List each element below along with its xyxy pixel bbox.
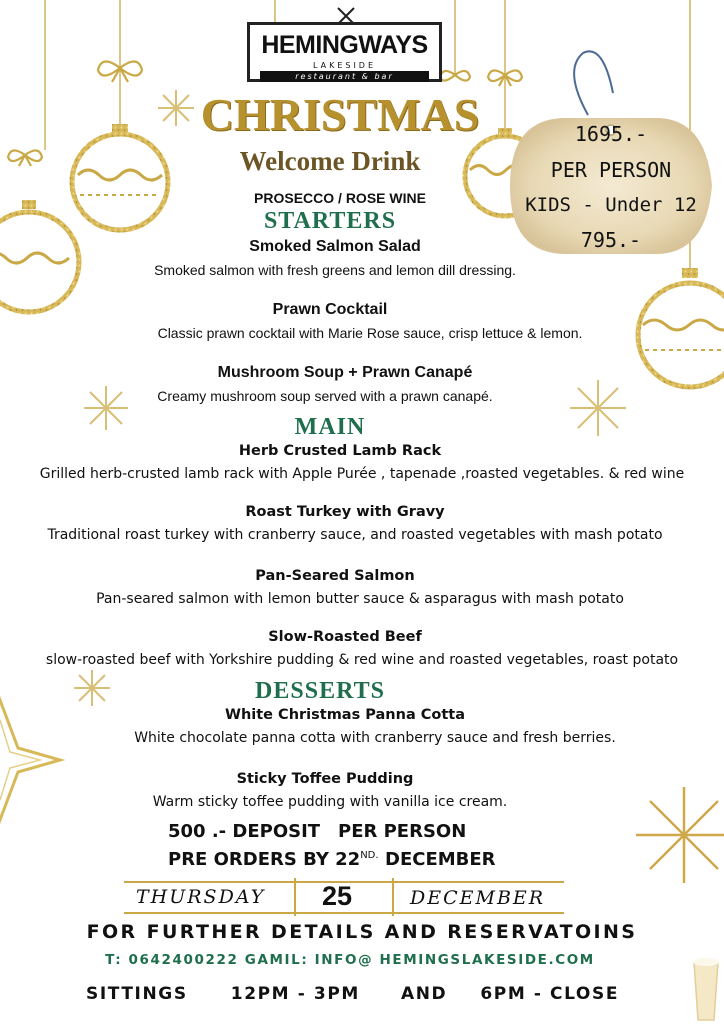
date-divider xyxy=(392,878,394,916)
date-month: DECEMBER xyxy=(410,887,546,909)
dish-name: Pan-Seared Salmon xyxy=(255,568,415,584)
adult-price: 1695.- xyxy=(574,122,648,146)
sitting-lunch: 12PM - 3PM xyxy=(230,984,360,1004)
dish-name: Slow-Roasted Beef xyxy=(268,629,422,645)
starters-heading: STARTERS xyxy=(263,208,397,234)
dish-name: Mushroom Soup + Prawn Canapé xyxy=(217,364,473,381)
welcome-drink-options: PROSECCO / ROSE WINE xyxy=(254,190,426,206)
welcome-drink-heading: Welcome Drink xyxy=(239,146,421,176)
dish-description: Traditional roast turkey with cranberry sauce, and roasted vegetables with mash potato xyxy=(47,527,663,543)
dish-description: Grilled herb-crusted lamb rack with Apple Purée , tapenade ,roasted vegetables. & red wine xyxy=(39,466,685,482)
page-title: CHRISTMAS xyxy=(200,89,480,140)
dish-description: Classic prawn cocktail with Marie Rose sauce, crisp lettuce & lemon. xyxy=(157,325,583,341)
date-day: THURSDAY xyxy=(136,886,266,908)
dish-description: Smoked salmon with fresh greens and lemon dill dressing. xyxy=(154,262,516,278)
dish-name: Herb Crusted Lamb Rack xyxy=(238,443,442,459)
dish-description: White chocolate panna cotta with cranberry sauce and fresh berries. xyxy=(134,730,616,746)
kids-price: 795.- xyxy=(580,228,642,252)
dish-name: Roast Turkey with Gravy xyxy=(245,504,445,520)
dish-name: Smoked Salmon Salad xyxy=(249,238,421,255)
logo-tagline: restaurant & bar xyxy=(260,71,429,82)
sittings-and: AND xyxy=(400,984,448,1004)
date-bar xyxy=(124,878,564,916)
preorder-month: DECEMBER xyxy=(385,849,496,870)
adult-price-label: PER PERSON xyxy=(550,158,672,182)
restaurant-logo xyxy=(247,22,442,82)
date-bar-bottom-line xyxy=(124,912,564,914)
sittings-line xyxy=(86,984,706,1004)
preorder-ordinal: ND. xyxy=(360,850,379,861)
preorder-text: PRE ORDERS BY 22 xyxy=(168,849,361,870)
date-divider xyxy=(294,878,296,916)
reservations-heading: FOR FURTHER DETAILS AND RESERVATOINS xyxy=(86,921,638,943)
dish-description: Creamy mushroom soup served with a prawn canapé. xyxy=(157,388,493,404)
contact-info: T: 0642400222 GAMIL: INFO@ HEMINGSLAKESIDE.COM xyxy=(105,952,595,968)
dish-description: slow-roasted beef with Yorkshire pudding & red wine and roasted vegetables, roast potato xyxy=(45,652,679,668)
deposit-per-person: PER PERSON xyxy=(338,821,467,842)
dish-description: Warm sticky toffee pudding with vanilla ice cream. xyxy=(152,794,508,810)
dish-name: Prawn Cocktail xyxy=(272,301,388,318)
desserts-heading: DESSERTS xyxy=(255,678,385,704)
logo-subtitle: LAKESIDE xyxy=(312,61,377,70)
sitting-dinner: 6PM - CLOSE xyxy=(480,984,620,1004)
deposit-amount: 500 .- DEPOSIT xyxy=(168,821,321,842)
logo-name: HEMINGWAYS xyxy=(261,31,428,59)
date-number: 25 xyxy=(322,881,353,911)
dish-description: Pan-seared salmon with lemon butter sauce & asparagus with mash potato xyxy=(96,591,624,607)
preorder-deadline xyxy=(168,849,379,870)
kids-label: KIDS - Under 12 xyxy=(525,194,697,216)
sittings-label: SITTINGS xyxy=(86,984,188,1004)
dish-name: White Christmas Panna Cotta xyxy=(224,707,466,723)
dish-name: Sticky Toffee Pudding xyxy=(236,771,414,787)
main-heading: MAIN xyxy=(294,414,366,440)
tag-string xyxy=(574,51,613,115)
